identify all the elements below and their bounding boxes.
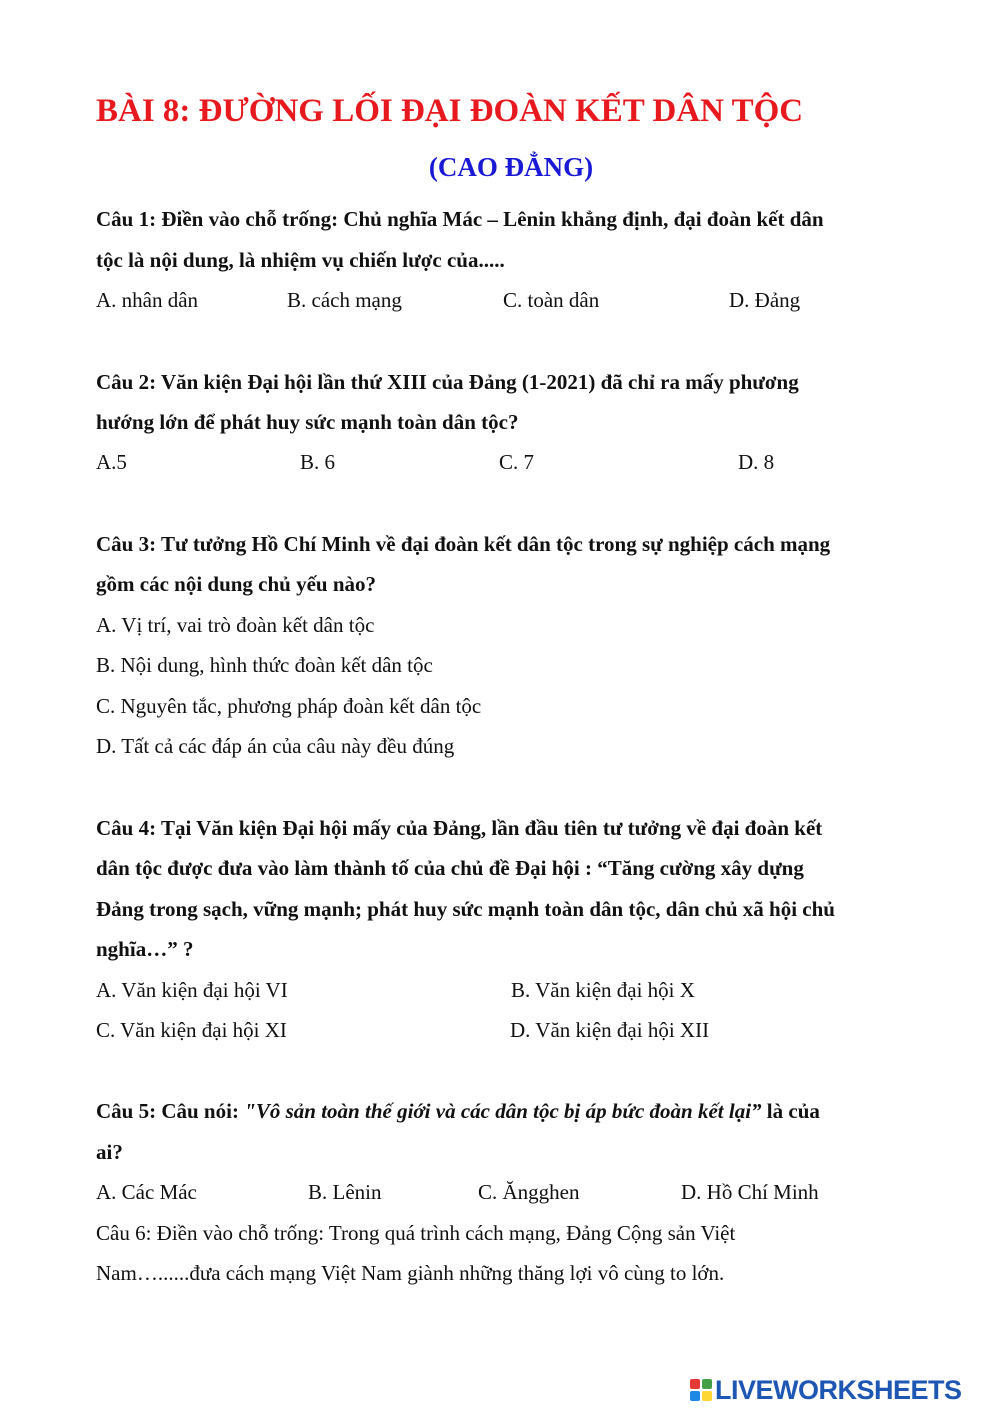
question-3-option-b: B. Nội dung, hình thức đoàn kết dân tộc: [96, 653, 433, 677]
question-2-option-b: B. 6: [300, 450, 336, 474]
question-6-text: Câu 6: Điền vào chỗ trống: Trong quá trình cách mạng, Đảng Cộng sản Việt: [96, 1221, 736, 1245]
question-3-option-c: C. Nguyên tắc, phương pháp đoàn kết dân tộc: [96, 694, 482, 718]
question-1-option-d: D. Đảng: [729, 288, 801, 312]
liveworksheets-logo-text: LIVEWORKSHEETS: [715, 1374, 962, 1405]
question-4-text-cont: nghĩa…” ?: [96, 937, 194, 961]
question-3-option-d: D. Tất cả các đáp án của câu này đều đúng: [96, 734, 455, 758]
question-5-option-b: B. Lênin: [308, 1180, 382, 1204]
question-4-text-cont: dân tộc được đưa vào làm thành tố của chủ đề Đại hội : “Tăng cường xây dựng: [96, 856, 804, 880]
question-3-text-cont: gồm các nội dung chủ yếu nào?: [96, 572, 377, 596]
question-6-text-cont: Nam…......đưa cách mạng Việt Nam giành những thăng lợi vô cùng to lớn.: [96, 1261, 725, 1285]
page-subtitle: (CAO ĐẲNG): [428, 152, 594, 182]
question-4-text-cont: Đảng trong sạch, vững mạnh; phát huy sức mạnh toàn dân tộc, dân chủ xã hội chủ: [96, 897, 835, 921]
liveworksheets-logo: [690, 1374, 962, 1406]
question-4-option-b: B. Văn kiện đại hội X: [511, 978, 695, 1002]
question-5-option-a: A. Các Mác: [96, 1180, 197, 1204]
question-2-option-d: D. 8: [738, 450, 775, 474]
question-2-text-cont: hướng lớn để phát huy sức mạnh toàn dân tộc?: [96, 410, 519, 434]
page-title: BÀI 8: ĐƯỜNG LỐI ĐẠI ĐOÀN KẾT DÂN TỘC: [96, 93, 804, 129]
question-3-text: Câu 3: Tư tưởng Hồ Chí Minh về đại đoàn kết dân tộc trong sự nghiệp cách mạng: [96, 532, 831, 556]
question-5-text: Câu 5: Câu nói: "Vô sản toàn thế giới và các dân tộc bị áp bức đoàn kết lại” là của: [96, 1099, 820, 1123]
question-5-quote: "Vô sản toàn thế giới và các dân tộc bị áp bức đoàn kết lại”: [244, 1099, 762, 1123]
question-4-option-c: C. Văn kiện đại hội XI: [96, 1018, 287, 1042]
question-1-option-a: A. nhân dân: [96, 288, 199, 312]
question-1-option-c: C. toàn dân: [503, 288, 600, 312]
question-1-option-b: B. cách mạng: [287, 288, 402, 312]
question-3-option-a: A. Vị trí, vai trò đoàn kết dân tộc: [96, 613, 375, 637]
question-1-text-cont: tộc là nội dung, là nhiệm vụ chiến lược của.....: [96, 248, 505, 272]
question-5-text-cont: ai?: [96, 1140, 123, 1164]
question-2-text: Câu 2: Văn kiện Đại hội lần thứ XIII của Đảng (1-2021) đã chỉ ra mấy phương: [96, 370, 799, 394]
question-4-option-a: A. Văn kiện đại hội VI: [96, 978, 288, 1002]
question-2-option-a: A.5: [96, 450, 127, 474]
liveworksheets-logo-icon: [690, 1379, 712, 1401]
question-5-option-d: D. Hồ Chí Minh: [681, 1180, 819, 1204]
question-4-option-d: D. Văn kiện đại hội XII: [510, 1018, 710, 1042]
question-4-text: Câu 4: Tại Văn kiện Đại hội mấy của Đảng, lần đầu tiên tư tưởng về đại đoàn kết: [96, 816, 823, 840]
question-2-option-c: C. 7: [499, 450, 535, 474]
question-5-option-c: C. Ăngghen: [478, 1180, 580, 1204]
question-1-text: Câu 1: Điền vào chỗ trống: Chủ nghĩa Mác – Lênin khẳng định, đại đoàn kết dân: [96, 207, 824, 231]
